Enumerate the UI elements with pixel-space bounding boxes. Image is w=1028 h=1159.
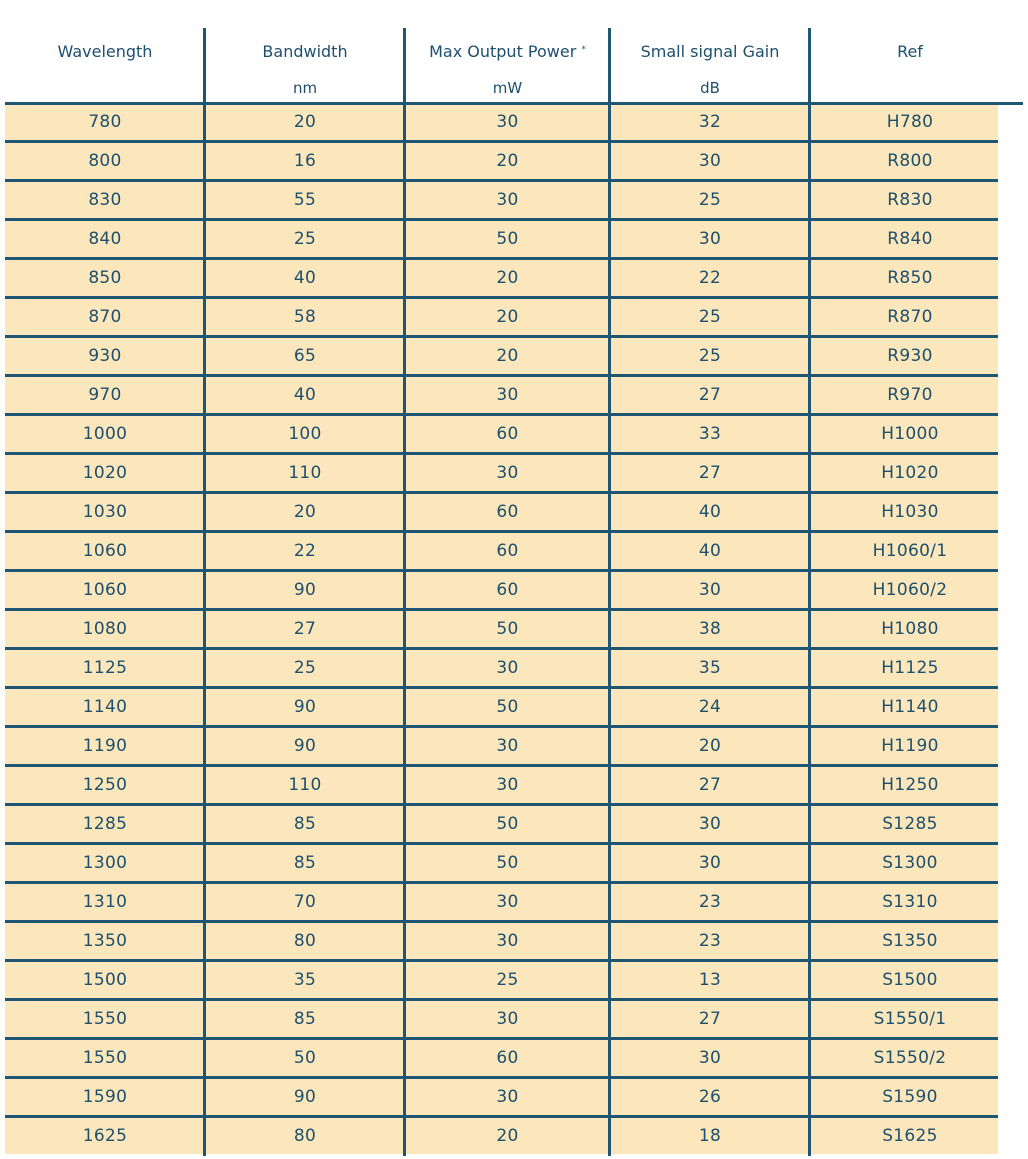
cell-ref: H1030 bbox=[881, 502, 939, 522]
column-divider bbox=[403, 28, 406, 1156]
cell-ref: H1020 bbox=[881, 463, 939, 483]
cell-bandwidth: 80 bbox=[293, 1126, 317, 1146]
row-divider bbox=[5, 920, 998, 923]
cell-max-output-power: 60 bbox=[496, 580, 519, 600]
cell-max-output-power: 30 bbox=[496, 892, 519, 912]
unit-bandwidth: nm bbox=[292, 79, 318, 97]
cell-ref: S1550/1 bbox=[873, 1009, 947, 1029]
cell-ref: S1500 bbox=[882, 970, 938, 990]
row-divider bbox=[5, 764, 998, 767]
cell-max-output-power: 20 bbox=[496, 268, 519, 288]
header-label: Ref bbox=[897, 42, 923, 61]
header-ref bbox=[810, 42, 1010, 62]
cell-bandwidth: 85 bbox=[293, 1009, 317, 1029]
cell-ref: S1300 bbox=[882, 853, 938, 873]
cell-small-signal-gain: 38 bbox=[698, 619, 722, 639]
row-divider bbox=[5, 647, 998, 650]
cell-small-signal-gain: 26 bbox=[698, 1087, 722, 1107]
cell-ref: S1285 bbox=[882, 814, 938, 834]
cell-small-signal-gain: 23 bbox=[698, 892, 722, 912]
cell-max-output-power: 30 bbox=[496, 385, 519, 405]
row-divider bbox=[5, 179, 998, 182]
cell-small-signal-gain: 35 bbox=[698, 658, 722, 678]
cell-wavelength: 930 bbox=[88, 346, 122, 366]
header-small-signal-gain bbox=[610, 42, 810, 62]
row-divider bbox=[5, 842, 998, 845]
cell-small-signal-gain: 23 bbox=[698, 931, 722, 951]
cell-bandwidth: 90 bbox=[293, 580, 317, 600]
cell-small-signal-gain: 30 bbox=[698, 814, 722, 834]
row-divider bbox=[5, 1037, 998, 1040]
cell-wavelength: 1285 bbox=[82, 814, 128, 834]
cell-bandwidth: 40 bbox=[293, 268, 317, 288]
cell-bandwidth: 25 bbox=[293, 658, 317, 678]
cell-bandwidth: 20 bbox=[293, 112, 317, 132]
cell-max-output-power: 50 bbox=[496, 229, 519, 249]
unit-max-output-power: mW bbox=[492, 79, 523, 97]
cell-bandwidth: 40 bbox=[293, 385, 317, 405]
cell-bandwidth: 65 bbox=[293, 346, 317, 366]
cell-small-signal-gain: 30 bbox=[698, 580, 722, 600]
cell-ref: S1625 bbox=[882, 1126, 938, 1146]
cell-ref: H780 bbox=[886, 112, 934, 132]
row-divider bbox=[5, 686, 998, 689]
cell-ref: S1550/2 bbox=[873, 1048, 947, 1068]
cell-bandwidth: 70 bbox=[293, 892, 317, 912]
column-divider bbox=[608, 28, 611, 1156]
row-divider bbox=[5, 491, 998, 494]
cell-bandwidth: 58 bbox=[293, 307, 317, 327]
header-bandwidth bbox=[205, 42, 405, 62]
cell-ref: R840 bbox=[887, 229, 933, 249]
row-divider bbox=[5, 569, 998, 572]
cell-bandwidth: 90 bbox=[293, 736, 317, 756]
cell-small-signal-gain: 25 bbox=[698, 307, 722, 327]
cell-ref: H1140 bbox=[881, 697, 939, 717]
cell-small-signal-gain: 25 bbox=[698, 346, 722, 366]
row-divider bbox=[5, 1115, 998, 1118]
cell-ref: H1000 bbox=[881, 424, 939, 444]
cell-max-output-power: 30 bbox=[496, 736, 519, 756]
cell-small-signal-gain: 13 bbox=[698, 970, 722, 990]
cell-max-output-power: 20 bbox=[496, 151, 519, 171]
cell-max-output-power: 30 bbox=[496, 1087, 519, 1107]
cell-wavelength: 1310 bbox=[82, 892, 128, 912]
row-divider bbox=[5, 530, 998, 533]
cell-bandwidth: 22 bbox=[293, 541, 317, 561]
row-divider bbox=[5, 608, 998, 611]
cell-max-output-power: 20 bbox=[496, 307, 519, 327]
cell-max-output-power: 20 bbox=[496, 1126, 519, 1146]
cell-bandwidth: 55 bbox=[293, 190, 317, 210]
cell-bandwidth: 85 bbox=[293, 853, 317, 873]
header-label: Wavelength bbox=[57, 42, 153, 61]
cell-wavelength: 1625 bbox=[82, 1126, 128, 1146]
cell-max-output-power: 30 bbox=[496, 190, 519, 210]
unit-small-signal-gain: dB bbox=[700, 79, 720, 97]
row-divider bbox=[5, 998, 998, 1001]
cell-ref: R970 bbox=[887, 385, 933, 405]
cell-ref: H1190 bbox=[881, 736, 939, 756]
cell-ref: S1590 bbox=[882, 1087, 938, 1107]
cell-small-signal-gain: 40 bbox=[698, 541, 722, 561]
cell-small-signal-gain: 25 bbox=[698, 190, 722, 210]
cell-max-output-power: 30 bbox=[496, 658, 519, 678]
cell-bandwidth: 25 bbox=[293, 229, 317, 249]
cell-wavelength: 1060 bbox=[82, 580, 128, 600]
cell-max-output-power: 50 bbox=[496, 814, 519, 834]
cell-wavelength: 1300 bbox=[82, 853, 128, 873]
cell-max-output-power: 30 bbox=[496, 931, 519, 951]
cell-wavelength: 780 bbox=[88, 112, 122, 132]
cell-small-signal-gain: 40 bbox=[698, 502, 722, 522]
cell-small-signal-gain: 27 bbox=[698, 463, 722, 483]
cell-ref: H1060/2 bbox=[872, 580, 948, 600]
cell-wavelength: 1500 bbox=[82, 970, 128, 990]
cell-max-output-power: 30 bbox=[496, 775, 519, 795]
cell-small-signal-gain: 22 bbox=[698, 268, 722, 288]
cell-wavelength: 800 bbox=[88, 151, 122, 171]
row-divider bbox=[5, 725, 998, 728]
row-divider bbox=[5, 335, 998, 338]
row-divider bbox=[5, 959, 998, 962]
cell-ref: R830 bbox=[887, 190, 933, 210]
cell-small-signal-gain: 33 bbox=[698, 424, 722, 444]
cell-bandwidth: 27 bbox=[293, 619, 317, 639]
cell-wavelength: 850 bbox=[88, 268, 122, 288]
cell-bandwidth: 100 bbox=[288, 424, 322, 444]
header-wavelength bbox=[5, 42, 205, 62]
cell-small-signal-gain: 30 bbox=[698, 853, 722, 873]
cell-wavelength: 870 bbox=[88, 307, 122, 327]
row-divider bbox=[5, 218, 998, 221]
cell-bandwidth: 20 bbox=[293, 502, 317, 522]
cell-ref: R870 bbox=[887, 307, 933, 327]
cell-max-output-power: 30 bbox=[496, 112, 519, 132]
row-divider bbox=[5, 413, 998, 416]
column-divider bbox=[203, 28, 206, 1156]
cell-ref: H1250 bbox=[881, 775, 939, 795]
cell-ref: H1125 bbox=[881, 658, 939, 678]
cell-wavelength: 1550 bbox=[82, 1009, 128, 1029]
column-divider bbox=[808, 28, 811, 1156]
header-max-output-power bbox=[405, 42, 610, 62]
cell-max-output-power: 20 bbox=[496, 346, 519, 366]
cell-bandwidth: 80 bbox=[293, 931, 317, 951]
header-label: Max Output Power bbox=[429, 42, 577, 61]
cell-wavelength: 1060 bbox=[82, 541, 128, 561]
row-divider bbox=[5, 881, 998, 884]
cell-bandwidth: 35 bbox=[293, 970, 317, 990]
cell-max-output-power: 60 bbox=[496, 541, 519, 561]
cell-small-signal-gain: 27 bbox=[698, 385, 722, 405]
cell-bandwidth: 110 bbox=[288, 775, 322, 795]
cell-small-signal-gain: 24 bbox=[698, 697, 722, 717]
row-divider bbox=[5, 803, 998, 806]
cell-max-output-power: 60 bbox=[496, 502, 519, 522]
cell-wavelength: 1350 bbox=[82, 931, 128, 951]
cell-wavelength: 1250 bbox=[82, 775, 128, 795]
header-divider bbox=[5, 102, 1023, 105]
cell-wavelength: 840 bbox=[88, 229, 122, 249]
cell-wavelength: 1020 bbox=[82, 463, 128, 483]
cell-wavelength: 830 bbox=[88, 190, 122, 210]
row-divider bbox=[5, 374, 998, 377]
cell-small-signal-gain: 27 bbox=[698, 1009, 722, 1029]
cell-ref: R850 bbox=[887, 268, 933, 288]
cell-ref: S1310 bbox=[882, 892, 938, 912]
header-label: Bandwidth bbox=[262, 42, 348, 61]
cell-max-output-power: 50 bbox=[496, 697, 519, 717]
row-divider bbox=[5, 452, 998, 455]
row-divider bbox=[5, 1076, 998, 1079]
cell-max-output-power: 60 bbox=[496, 424, 519, 444]
cell-wavelength: 970 bbox=[88, 385, 122, 405]
cell-bandwidth: 16 bbox=[293, 151, 317, 171]
cell-max-output-power: 60 bbox=[496, 1048, 519, 1068]
cell-small-signal-gain: 30 bbox=[698, 151, 722, 171]
cell-bandwidth: 90 bbox=[293, 1087, 317, 1107]
cell-max-output-power: 30 bbox=[496, 463, 519, 483]
cell-wavelength: 1080 bbox=[82, 619, 128, 639]
cell-wavelength: 1030 bbox=[82, 502, 128, 522]
cell-max-output-power: 25 bbox=[496, 970, 519, 990]
cell-small-signal-gain: 32 bbox=[698, 112, 722, 132]
cell-bandwidth: 110 bbox=[288, 463, 322, 483]
cell-small-signal-gain: 30 bbox=[698, 1048, 722, 1068]
cell-small-signal-gain: 18 bbox=[698, 1126, 722, 1146]
row-divider bbox=[5, 296, 998, 299]
cell-ref: S1350 bbox=[882, 931, 938, 951]
cell-wavelength: 1140 bbox=[82, 697, 128, 717]
cell-ref: H1060/1 bbox=[872, 541, 948, 561]
row-divider bbox=[5, 140, 998, 143]
cell-max-output-power: 50 bbox=[496, 619, 519, 639]
cell-wavelength: 1125 bbox=[82, 658, 128, 678]
cell-bandwidth: 85 bbox=[293, 814, 317, 834]
cell-bandwidth: 90 bbox=[293, 697, 317, 717]
cell-ref: R800 bbox=[887, 151, 933, 171]
cell-ref: R930 bbox=[887, 346, 933, 366]
cell-small-signal-gain: 30 bbox=[698, 229, 722, 249]
cell-small-signal-gain: 20 bbox=[698, 736, 722, 756]
cell-ref: H1080 bbox=[881, 619, 939, 639]
header-label: Small signal Gain bbox=[640, 42, 780, 61]
cell-wavelength: 1000 bbox=[82, 424, 128, 444]
cell-wavelength: 1190 bbox=[82, 736, 128, 756]
cell-max-output-power: 30 bbox=[496, 1009, 519, 1029]
cell-bandwidth: 50 bbox=[293, 1048, 317, 1068]
row-divider bbox=[5, 257, 998, 260]
footnote-marker: * bbox=[581, 45, 586, 55]
cell-wavelength: 1550 bbox=[82, 1048, 128, 1068]
cell-max-output-power: 50 bbox=[496, 853, 519, 873]
cell-small-signal-gain: 27 bbox=[698, 775, 722, 795]
cell-wavelength: 1590 bbox=[82, 1087, 128, 1107]
